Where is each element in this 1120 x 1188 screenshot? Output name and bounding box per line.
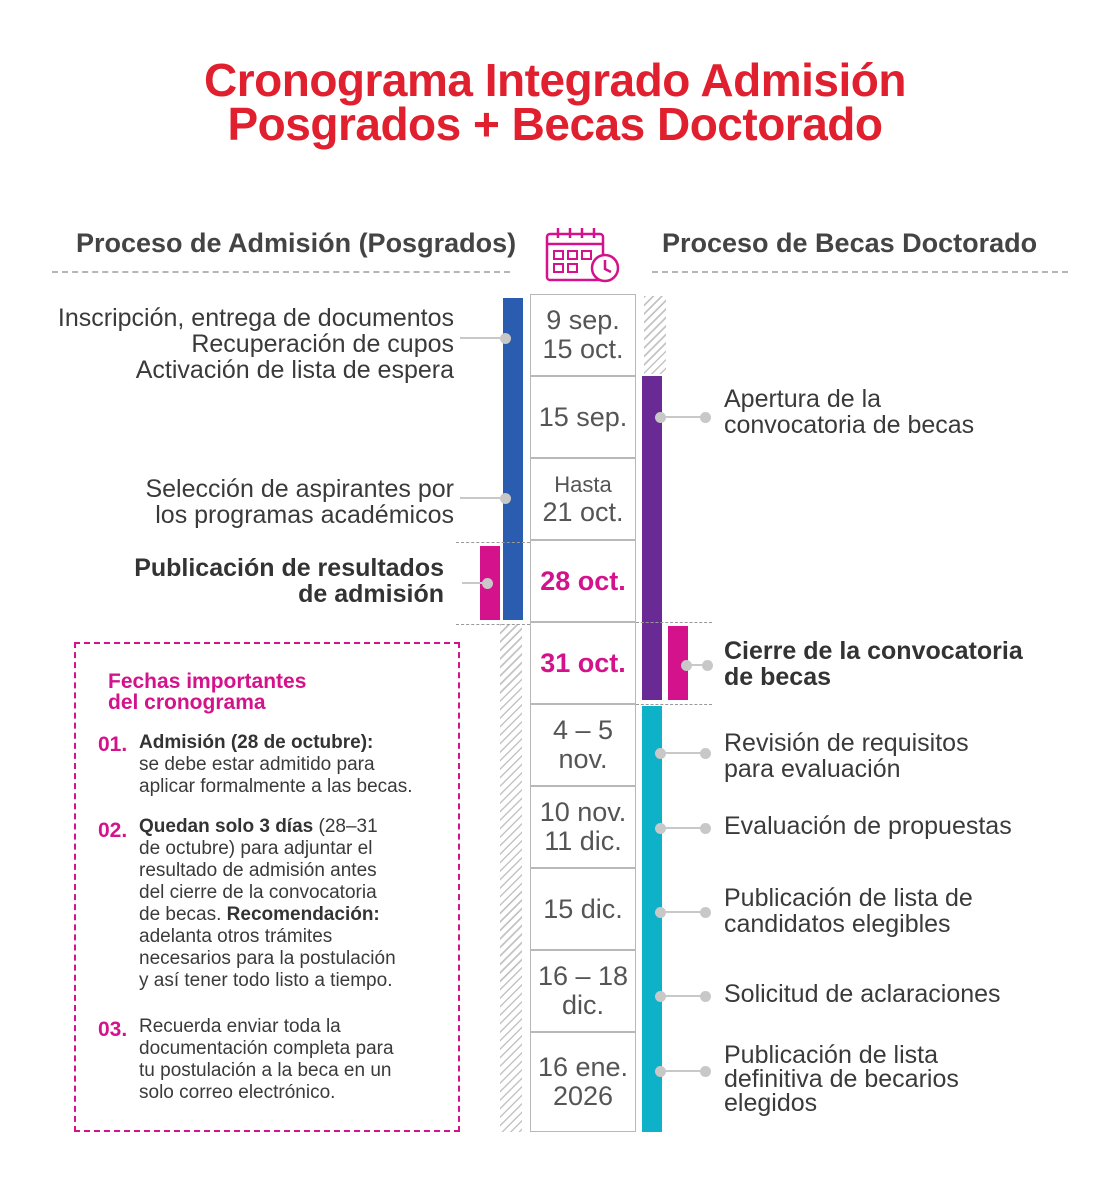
- note-item-2: [139, 816, 455, 992]
- note-text: Quedan solo 3 días: [139, 816, 314, 837]
- connector-dot: [655, 823, 666, 834]
- event-text: Cierre de la convocatoria: [724, 637, 1023, 665]
- event-text: los programas académicos: [155, 501, 454, 529]
- connector-dot: [655, 991, 666, 1002]
- connector-dot: [655, 907, 666, 918]
- date-line: 15 dic.: [543, 893, 623, 924]
- note-text: del cierre de la convocatoria: [139, 882, 377, 903]
- date-line: 21 oct.: [542, 497, 624, 527]
- date-cell: [530, 294, 636, 376]
- connector-dot: [700, 1066, 711, 1077]
- admission-event-registration: [40, 305, 454, 383]
- connector-dot: [482, 578, 493, 589]
- connector-dot: [655, 412, 666, 423]
- note-text: Recuerda enviar toda la: [139, 1016, 341, 1037]
- scholarship-call-bar: [642, 376, 662, 700]
- date-line: 15 sep.: [538, 401, 628, 432]
- date-cell: [530, 786, 636, 868]
- note-number: 01.: [98, 733, 128, 756]
- date-line: 28 oct.: [540, 565, 626, 596]
- event-text: Evaluación de propuestas: [724, 812, 1012, 840]
- scholarship-column-header: Proceso de Becas Doctorado: [662, 228, 1038, 258]
- note-text: solo correo electrónico.: [139, 1082, 336, 1103]
- connector-dot: [702, 660, 713, 671]
- note-text: se debe estar admitido para: [139, 754, 375, 775]
- event-text: de becas: [724, 663, 832, 691]
- date-line: Hasta: [554, 472, 612, 497]
- note-item-1: [139, 732, 455, 798]
- date-cell: [530, 868, 636, 950]
- calendar-clock-icon: [544, 224, 624, 286]
- connector-dot: [700, 823, 711, 834]
- event-text: convocatoria de becas: [724, 411, 975, 439]
- date-line: 10 nov.: [539, 797, 627, 827]
- inactive-scholarship-hatch: [644, 296, 666, 374]
- box-title-line: Fechas importantes: [108, 670, 307, 693]
- event-text: Publicación de resultados: [134, 554, 444, 582]
- date-line: 2026: [552, 1081, 614, 1111]
- connector-dot: [500, 493, 511, 504]
- admission-event-results: [40, 555, 444, 607]
- note-text: aplicar formalmente a las becas.: [139, 776, 413, 797]
- note-number: 03.: [98, 1018, 128, 1041]
- scholarship-event-clarifications: [724, 981, 1001, 1007]
- note-text: Recomendación:: [226, 904, 380, 925]
- connector-dot: [700, 991, 711, 1002]
- date-line: 16 ene.: [537, 1052, 629, 1082]
- scholarship-event-final-list: [724, 1043, 959, 1115]
- date-cell: [530, 950, 636, 1032]
- connector-dot: [700, 748, 711, 759]
- date-line: 31 oct.: [540, 647, 626, 678]
- note-number: 02.: [98, 819, 128, 842]
- event-text: Selección de aspirantes por: [145, 475, 454, 503]
- event-text: Apertura de la: [724, 385, 882, 413]
- event-text: de admisión: [298, 580, 444, 608]
- scholarship-event-review: [724, 730, 969, 782]
- event-text: Publicación de lista de: [724, 884, 973, 912]
- event-text: definitiva de becarios: [724, 1065, 959, 1093]
- connector-dot: [700, 907, 711, 918]
- note-text: de octubre) para adjuntar el: [139, 838, 373, 859]
- note-text: documentación completa para: [139, 1038, 394, 1059]
- note-text: resultado de admisión antes: [139, 860, 377, 881]
- note-text: necesarios para la postulación: [139, 948, 396, 969]
- date-cell: [530, 458, 636, 540]
- date-cell-highlight: [530, 622, 636, 704]
- note-text: de becas.: [139, 904, 227, 925]
- closing-separator-bottom: [636, 704, 712, 705]
- note-text: tu postulación a la beca en un: [139, 1060, 392, 1081]
- event-text: Inscripción, entrega de documentos: [57, 304, 454, 332]
- right-header-divider: [652, 271, 1068, 273]
- important-dates-title: [108, 671, 306, 713]
- event-text: elegidos: [724, 1089, 818, 1117]
- note-text: adelanta otros trámites: [139, 926, 333, 947]
- event-text: Revisión de requisitos: [724, 729, 969, 757]
- scholarship-event-opening: [724, 386, 974, 438]
- date-line: nov.: [558, 744, 608, 774]
- date-cell: [530, 376, 636, 458]
- event-text: para evaluación: [724, 755, 901, 783]
- title-line-1: Cronograma Integrado Admisión: [204, 54, 906, 106]
- box-title-line: del cronograma: [108, 691, 266, 714]
- date-cell: [530, 704, 636, 786]
- event-text: Activación de lista de espera: [135, 356, 454, 384]
- connector-dot: [681, 660, 692, 671]
- date-line: 4 – 5: [552, 715, 614, 745]
- date-line: dic.: [561, 990, 605, 1020]
- event-text: Solicitud de aclaraciones: [724, 980, 1001, 1008]
- event-text: candidatos elegibles: [724, 910, 951, 938]
- admission-process-bar: [503, 298, 523, 620]
- date-line: 9 sep.: [546, 305, 620, 335]
- admission-event-selection: [40, 476, 454, 528]
- connector-dot: [655, 1066, 666, 1077]
- left-header-divider: [52, 271, 510, 273]
- scholarship-event-eligible-list: [724, 885, 973, 937]
- connector-dot: [700, 412, 711, 423]
- admission-column-header: Proceso de Admisión (Posgrados): [76, 228, 517, 258]
- date-line: 11 dic.: [544, 826, 622, 856]
- note-item-3: [139, 1016, 455, 1104]
- scholarship-event-evaluation: [724, 813, 1012, 839]
- note-text: Admisión (28 de octubre):: [139, 732, 374, 753]
- results-separator-top: [456, 542, 530, 543]
- date-line: 16 – 18: [537, 961, 629, 991]
- event-text: Recuperación de cupos: [191, 330, 454, 358]
- title-line-2: Posgrados + Becas Doctorado: [227, 98, 883, 150]
- note-text: (28–31: [313, 816, 378, 837]
- scholarship-event-closing: [724, 638, 1023, 690]
- connector-dot: [655, 748, 666, 759]
- date-cell: [530, 1032, 636, 1132]
- results-separator-bottom: [456, 624, 530, 625]
- inactive-admission-hatch: [500, 624, 522, 1132]
- note-text: y así tener todo listo a tiempo.: [139, 970, 393, 991]
- event-text: Publicación de lista: [724, 1041, 939, 1069]
- connector-dot: [500, 333, 511, 344]
- date-line: 15 oct.: [542, 334, 624, 364]
- closing-separator-top: [636, 622, 712, 623]
- date-cell-highlight: [530, 540, 636, 622]
